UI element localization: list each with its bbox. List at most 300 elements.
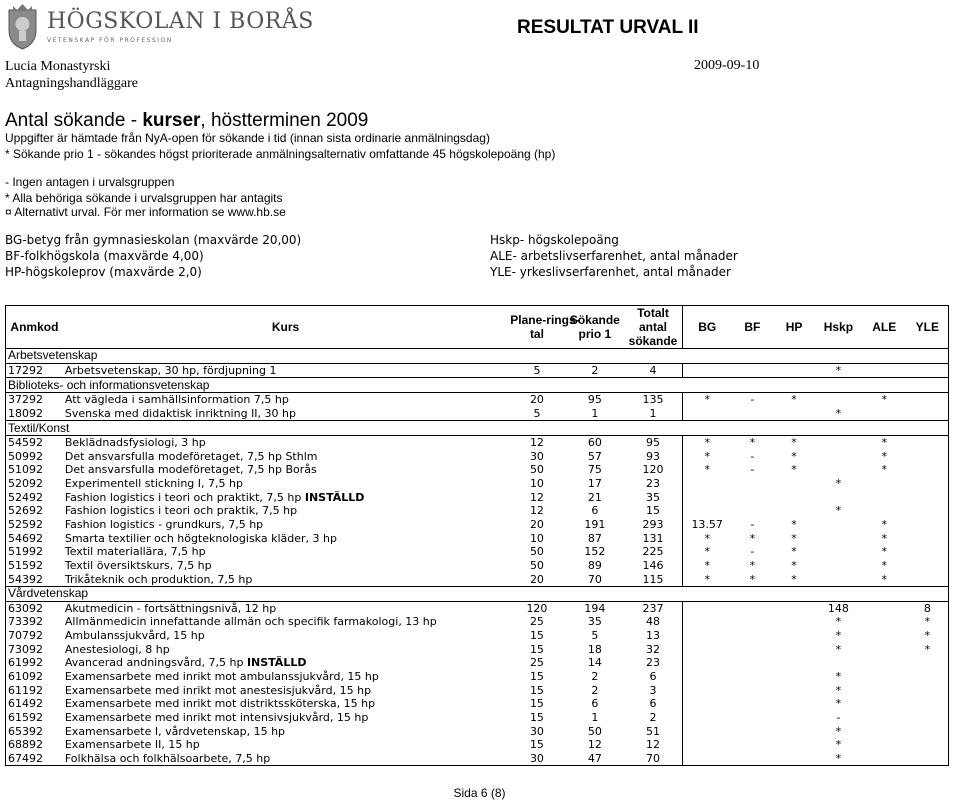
anmkod-cell: 67492 [8, 751, 43, 765]
legend-item: BF-folkhögskola (maxvärde 4,00) [5, 249, 204, 263]
total-cell: 95 [645, 436, 660, 450]
ale-cell: * [881, 572, 887, 586]
bf-cell [731, 683, 773, 697]
hp-cell [773, 490, 815, 504]
hp-cell: * [791, 463, 797, 477]
legend-left [5, 232, 301, 280]
planeringstal-cell: 25 [529, 615, 544, 629]
prio1-cell: 2 [591, 670, 599, 684]
course-cell: Examensarbete med inrikt mot distriktssköterska, 15 hp [64, 697, 376, 711]
table-row [6, 697, 949, 711]
yle-cell: * [924, 629, 931, 643]
prio1-cell: 35 [587, 615, 602, 629]
yle-cell [907, 363, 949, 378]
intro-line-2: * Sökande prio 1 - sökandes högst prioriterade anmälningsalternativ omfattande 45 högskolepoäng (hp) [5, 147, 556, 161]
legend-item: YLE- yrkeslivserfarenhet, antal månader [490, 265, 731, 279]
page-heading [5, 110, 368, 132]
ale-cell: * [881, 545, 887, 559]
course-name: Fashion logistics i teori och praktikt, 7,5 hp [64, 490, 302, 504]
bf-cell [731, 629, 773, 643]
table-row [6, 363, 949, 378]
yle-cell [907, 504, 949, 518]
bg-cell: * [682, 435, 731, 449]
results-table [5, 305, 949, 766]
ale-cell: * [881, 463, 887, 477]
planeringstal-cell: 15 [529, 642, 544, 656]
bg-cell: * [682, 392, 731, 406]
course-cell: Examensarbete med inrikt mot ambulanssjukvård, 15 hp [64, 670, 379, 684]
bf-cell [731, 407, 773, 421]
ale-cell [862, 601, 907, 615]
heading-prefix: Antal sökande - [5, 110, 143, 131]
table-row [6, 670, 949, 684]
bg-cell [682, 601, 731, 615]
hskp-cell [815, 572, 862, 586]
planeringstal-cell: 30 [529, 724, 544, 738]
total-cell: 13 [645, 629, 660, 643]
planeringstal-cell: 20 [529, 572, 544, 586]
hp-cell: * [791, 518, 797, 531]
bg-cell [682, 683, 731, 697]
hskp-cell [815, 531, 862, 545]
yle-cell [907, 656, 949, 670]
course-cell: Textil materiallära, 7,5 hp [64, 545, 206, 559]
course-cell: Arbetsvetenskap, 30 hp, fördjupning 1 [64, 363, 277, 377]
anmkod-cell: 61992 [8, 656, 43, 670]
hp-cell: * [791, 393, 797, 407]
anmkod-cell: 61192 [8, 683, 43, 697]
course-cell: Fashion logistics i teori och praktik, 7,5 hp [64, 504, 298, 518]
anmkod-cell: 18092 [8, 406, 43, 420]
bg-cell: * [682, 531, 731, 545]
total-cell: 35 [645, 490, 660, 504]
prio1-cell: 12 [587, 738, 602, 752]
section-title: Arbetsvetenskap [6, 349, 949, 364]
anmkod-cell: 65392 [8, 724, 43, 738]
course-cell: Trikåteknik och produktion, 7,5 hp [64, 572, 253, 586]
legend-item: Hskp- högskolepoäng [490, 233, 619, 247]
ale-cell [862, 724, 907, 738]
prio1-cell: 47 [587, 751, 602, 765]
col-hp: HP [773, 306, 815, 349]
hp-cell: * [791, 449, 797, 463]
hskp-cell: * [835, 670, 842, 684]
legend-item: BG-betyg från gymnasieskolan (maxvärde 20,00) [5, 233, 302, 247]
table-row [6, 601, 949, 615]
anmkod-cell: 51592 [8, 558, 43, 572]
hskp-cell: * [835, 724, 842, 738]
section-header-row [6, 349, 949, 364]
planeringstal-cell: 12 [529, 504, 544, 518]
col-totalt-antal-sokande: Totalt antal sökande [624, 306, 682, 349]
bf-cell: - [750, 463, 755, 477]
bg-cell [682, 711, 731, 725]
prio1-cell: 194 [584, 601, 606, 615]
hskp-cell [815, 392, 862, 406]
section-header-row [6, 586, 949, 601]
intro-line-4: * Alla behöriga sökande i urvalsgruppen har antagits [5, 191, 283, 205]
bf-cell: - [750, 518, 755, 531]
total-cell: 23 [645, 477, 660, 491]
ale-cell: * [881, 518, 887, 531]
total-cell: 237 [642, 601, 664, 615]
hskp-cell [815, 449, 862, 463]
anmkod-cell: 50992 [8, 449, 43, 463]
ale-cell [862, 697, 907, 711]
table-row [6, 435, 949, 449]
anmkod-cell: 52092 [8, 477, 43, 491]
yle-cell [907, 697, 949, 711]
prio1-cell: 2 [591, 363, 599, 377]
prio1-cell: 191 [584, 518, 606, 531]
course-cell: Folkhälsa och folkhälsoarbete, 7,5 hp [64, 751, 271, 765]
prio1-cell: 18 [587, 642, 602, 656]
ale-cell: * [881, 393, 887, 407]
ale-cell [862, 738, 907, 752]
table-row [6, 656, 949, 670]
course-cell: Ambulanssjukvård, 15 hp [64, 629, 205, 643]
page-number: Sida 6 (8) [453, 786, 506, 800]
col-ale: ALE [862, 306, 907, 349]
planeringstal-cell: 5 [533, 363, 541, 377]
planeringstal-cell: 30 [529, 751, 544, 765]
yle-cell [907, 477, 949, 491]
hskp-cell [815, 545, 862, 559]
hskp-cell: - [836, 710, 841, 724]
yle-cell [907, 724, 949, 738]
bg-cell: * [682, 449, 731, 463]
bf-cell [731, 601, 773, 615]
total-cell: 293 [642, 518, 664, 531]
bf-cell [731, 504, 773, 518]
yle-cell [907, 392, 949, 406]
ale-cell [862, 363, 907, 378]
yle-cell [907, 518, 949, 532]
anmkod-cell: 61092 [8, 670, 43, 684]
yle-cell [907, 490, 949, 504]
report-title: RESULTAT URVAL II [517, 17, 699, 38]
anmkod-cell: 52492 [8, 490, 43, 504]
table-row [6, 724, 949, 738]
ale-cell: * [881, 436, 887, 450]
university-crest-icon [5, 2, 40, 50]
bg-cell [682, 697, 731, 711]
planeringstal-cell: 5 [533, 406, 541, 420]
ale-cell [862, 683, 907, 697]
section-header-row [6, 421, 949, 436]
bg-cell: * [682, 559, 731, 573]
bg-cell [682, 407, 731, 421]
course-cell [63, 490, 508, 504]
total-cell: 1 [649, 406, 657, 420]
course-cell: Allmänmedicin innefattande allmän och specifik farmakologi, 13 hp [64, 615, 437, 629]
bf-cell [731, 670, 773, 684]
hskp-cell [815, 463, 862, 477]
prio1-cell: 57 [587, 449, 602, 463]
table-header-row [6, 306, 949, 349]
hskp-cell [815, 518, 862, 532]
bf-cell [731, 642, 773, 656]
bg-cell [682, 642, 731, 656]
col-bg: BG [682, 306, 731, 349]
hskp-cell: * [835, 406, 842, 420]
prio1-cell: 60 [587, 436, 602, 450]
bg-cell [682, 363, 731, 378]
table-row [6, 615, 949, 629]
hskp-cell: * [835, 683, 842, 697]
table-row [6, 518, 949, 532]
hskp-cell: * [835, 615, 842, 629]
table-row [6, 559, 949, 573]
hskp-cell: * [835, 629, 842, 643]
author-role: Antagningshandläggare [5, 76, 138, 91]
total-cell: 32 [645, 642, 660, 656]
table-row [6, 642, 949, 656]
bg-cell [682, 752, 731, 766]
table-row [6, 477, 949, 491]
intro-line-5: ¤ Alternativt urval. För mer information se www.hb.se [5, 205, 286, 219]
total-cell: 131 [642, 531, 664, 545]
prio1-cell: 21 [587, 490, 602, 504]
bf-cell: - [750, 393, 755, 407]
anmkod-cell: 61492 [8, 697, 43, 711]
table-row [6, 531, 949, 545]
table-body [6, 349, 949, 766]
section-header-row [6, 378, 949, 393]
total-cell: 2 [649, 710, 657, 724]
prio1-cell: 89 [587, 558, 602, 572]
university-logo-tagline: VETENSKAP FÖR PROFESSION [47, 37, 173, 44]
yle-cell [907, 531, 949, 545]
table-row [6, 683, 949, 697]
legend-item: ALE- arbetslivserfarenhet, antal månader [490, 249, 738, 263]
total-cell: 4 [649, 363, 657, 377]
planeringstal-cell: 120 [526, 601, 548, 615]
total-cell: 48 [645, 615, 660, 629]
planeringstal-cell: 10 [529, 531, 544, 545]
anmkod-cell: 73092 [8, 642, 43, 656]
planeringstal-cell: 15 [529, 629, 544, 643]
author-block [5, 58, 138, 92]
yle-cell [907, 752, 949, 766]
total-cell: 120 [642, 463, 664, 477]
planeringstal-cell: 50 [529, 545, 544, 559]
hp-cell: * [791, 558, 797, 572]
course-cell: Att vägleda i samhällsinformation 7,5 hp [64, 393, 289, 407]
planeringstal-cell: 15 [529, 670, 544, 684]
bg-cell: * [682, 572, 731, 586]
table-row [6, 463, 949, 477]
hskp-cell [815, 435, 862, 449]
course-cell: Examensarbete II, 15 hp [64, 738, 200, 752]
total-cell: 51 [645, 724, 660, 738]
hp-cell: * [791, 572, 797, 586]
yle-cell [907, 463, 949, 477]
planeringstal-cell: 25 [529, 656, 544, 670]
university-logo-text: HÖGSKOLAN I BORÅS [47, 9, 314, 34]
prio1-cell: 5 [591, 629, 599, 643]
prio1-cell: 17 [587, 477, 602, 491]
planeringstal-cell: 20 [529, 393, 544, 407]
bf-cell [731, 724, 773, 738]
bf-cell [731, 363, 773, 378]
bg-cell [682, 738, 731, 752]
yle-cell [907, 711, 949, 725]
ale-cell [862, 711, 907, 725]
hp-cell [773, 477, 815, 491]
course-cell: Smarta textilier och högteknologiska kläder, 3 hp [64, 531, 337, 545]
total-cell: 6 [649, 670, 657, 684]
table-row [6, 449, 949, 463]
table-row [6, 392, 949, 406]
anmkod-cell: 52692 [8, 504, 43, 518]
prio1-cell: 6 [591, 504, 599, 518]
ale-cell [862, 670, 907, 684]
section-title: Textil/Konst [6, 421, 949, 436]
col-yle: YLE [907, 306, 949, 349]
hp-cell [773, 711, 815, 725]
col-planeringstal: Plane-rings- tal [508, 306, 565, 349]
col-anmkod: Anmkod [6, 306, 63, 349]
planeringstal-cell: 12 [529, 436, 544, 450]
yle-cell [907, 559, 949, 573]
ale-cell: * [881, 449, 887, 463]
table-row [6, 752, 949, 766]
table-row [6, 738, 949, 752]
yle-cell: * [924, 615, 931, 629]
prio1-cell: 87 [587, 531, 602, 545]
anmkod-cell: 54692 [8, 531, 43, 545]
bf-cell: - [750, 449, 755, 463]
section-title: Biblioteks- och informationsvetenskap [6, 378, 949, 393]
table-row [6, 545, 949, 559]
bg-cell [682, 656, 731, 670]
table-row [6, 711, 949, 725]
prio1-cell: 1 [591, 406, 599, 420]
course-cell: Akutmedicin - fortsättningsnivå, 12 hp [64, 601, 277, 615]
total-cell: 70 [645, 751, 660, 765]
hskp-cell [815, 490, 862, 504]
bg-cell: 13.57 [682, 518, 731, 532]
legend-item: HP-högskoleprov (maxvärde 2,0) [5, 265, 202, 279]
anmkod-cell: 68892 [8, 738, 43, 752]
intro-line-3: - Ingen antagen i urvalsgruppen [5, 175, 175, 189]
author-name: Lucia Monastyrski [5, 59, 111, 74]
anmkod-cell: 51992 [8, 545, 43, 559]
anmkod-cell: 37292 [8, 393, 43, 407]
total-cell: 12 [645, 738, 660, 752]
hp-cell [773, 601, 815, 615]
yle-cell [907, 449, 949, 463]
bf-cell [731, 711, 773, 725]
planeringstal-cell: 30 [529, 449, 544, 463]
hp-cell [773, 670, 815, 684]
table-row [6, 572, 949, 586]
hskp-cell: * [835, 697, 842, 711]
total-cell: 93 [645, 449, 660, 463]
table-row [6, 490, 949, 504]
course-cell: Anestesiologi, 8 hp [64, 642, 170, 656]
course-cell: Examensarbete med inrikt mot intensivsjukvård, 15 hp [64, 710, 369, 724]
anmkod-cell: 54592 [8, 436, 43, 450]
yle-cell: 8 [923, 601, 931, 615]
bf-cell [731, 656, 773, 670]
total-cell: 146 [642, 558, 664, 572]
course-cell: Fashion logistics - grundkurs, 7,5 hp [64, 518, 264, 531]
total-cell: 6 [649, 697, 657, 711]
yle-cell [907, 435, 949, 449]
yle-cell [907, 683, 949, 697]
bg-cell: * [682, 545, 731, 559]
prio1-cell: 70 [587, 572, 602, 586]
bf-cell: * [749, 436, 756, 450]
yle-cell [907, 670, 949, 684]
ale-cell [862, 656, 907, 670]
bf-cell [731, 752, 773, 766]
planeringstal-cell: 10 [529, 477, 544, 491]
bf-cell: * [749, 558, 756, 572]
course-cell [63, 656, 508, 670]
ale-cell [862, 477, 907, 491]
prio1-cell: 95 [587, 393, 602, 407]
planeringstal-cell: 15 [529, 683, 544, 697]
ale-cell [862, 504, 907, 518]
prio1-cell: 6 [591, 697, 599, 711]
hskp-cell: * [835, 363, 842, 377]
hskp-cell: * [835, 751, 842, 765]
yle-cell [907, 738, 949, 752]
anmkod-cell: 17292 [8, 363, 43, 377]
col-kurs: Kurs [63, 306, 508, 349]
hp-cell: * [791, 531, 797, 545]
bg-cell [682, 615, 731, 629]
report-date: 2009-09-10 [694, 58, 760, 73]
prio1-cell: 152 [584, 545, 606, 559]
bf-cell: * [749, 531, 756, 545]
total-cell: 225 [642, 545, 664, 559]
bg-cell [682, 504, 731, 518]
course-cell: Examensarbete I, vårdvetenskap, 15 hp [64, 724, 286, 738]
anmkod-cell: 54392 [8, 572, 43, 586]
section-title: Vårdvetenskap [6, 586, 949, 601]
bg-cell [682, 724, 731, 738]
heading-suffix: , höstterminen 2009 [200, 110, 369, 131]
hskp-cell: 148 [827, 601, 849, 615]
bg-cell [682, 490, 731, 504]
hskp-cell: * [835, 477, 842, 491]
col-hskp: Hskp [815, 306, 862, 349]
hskp-cell: * [835, 738, 842, 752]
hp-cell [773, 752, 815, 766]
ale-cell [862, 629, 907, 643]
yle-cell: * [924, 642, 931, 656]
anmkod-cell: 51092 [8, 463, 43, 477]
anmkod-cell: 63092 [8, 601, 43, 615]
yle-cell [907, 407, 949, 421]
anmkod-cell: 70792 [8, 629, 43, 643]
bf-cell [731, 697, 773, 711]
course-name: Avancerad andningsvård, 7,5 hp [64, 656, 244, 670]
ale-cell [862, 642, 907, 656]
total-cell: 15 [645, 504, 660, 518]
hp-cell [773, 683, 815, 697]
planeringstal-cell: 15 [529, 710, 544, 724]
col-bf: BF [731, 306, 773, 349]
hp-cell [773, 615, 815, 629]
cancelled-label: INSTÄLLD [304, 490, 365, 504]
hp-cell [773, 642, 815, 656]
course-cell: Det ansvarsfulla modeföretaget, 7,5 hp Sthlm [64, 449, 318, 463]
